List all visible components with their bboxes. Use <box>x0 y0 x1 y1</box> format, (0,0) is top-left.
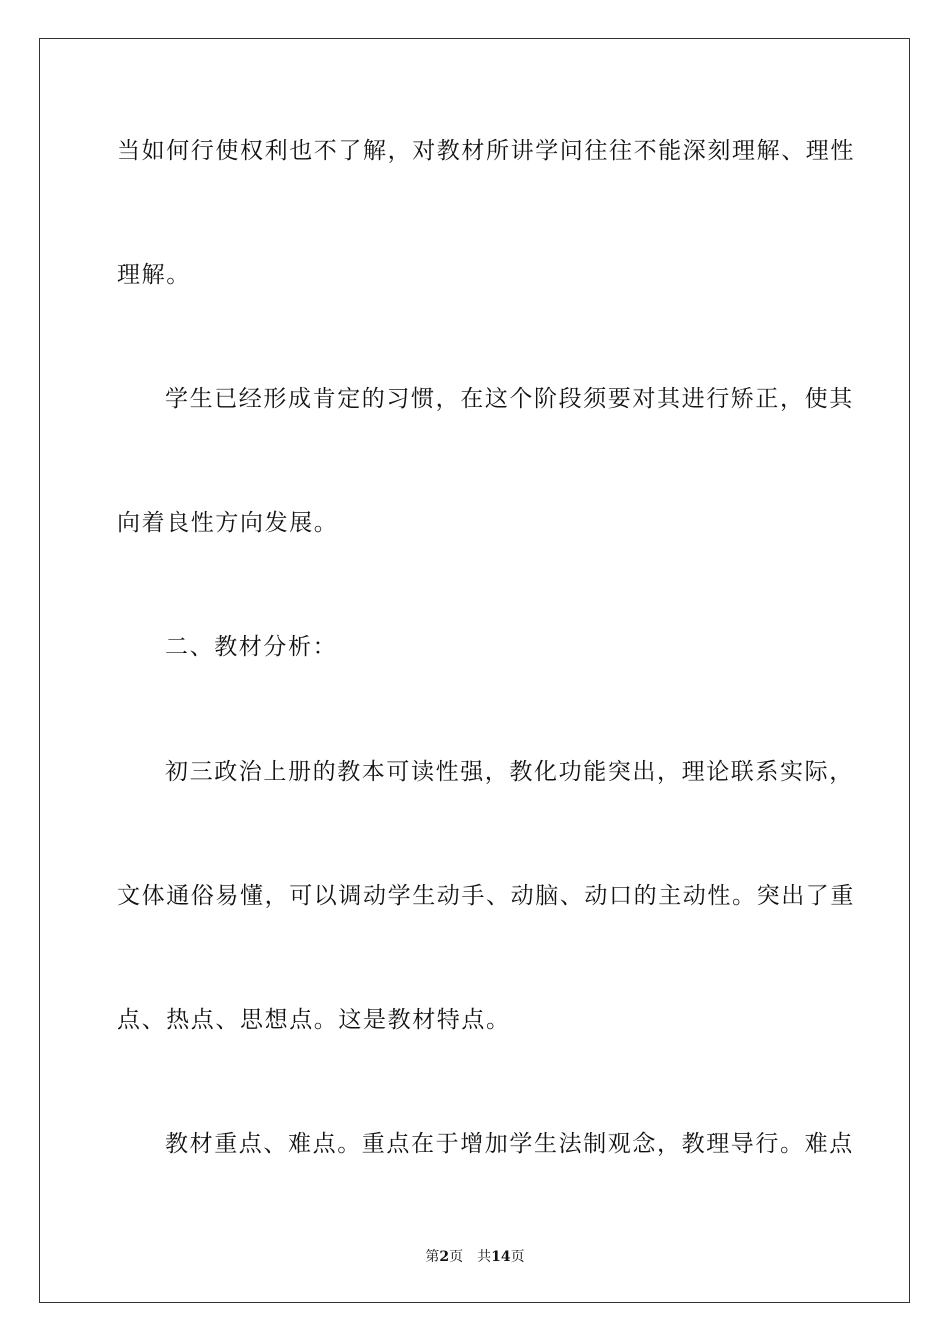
body-text-line: 学生已经形成肯定的习惯，在这个阶段须要对其进行矫正，使其 <box>165 386 854 412</box>
page-number: 2 <box>439 1249 450 1265</box>
page-suffix: 页 <box>449 1249 464 1265</box>
total-pages: 14 <box>491 1249 511 1265</box>
body-text-line: 向着良性方向发展。 <box>117 510 339 536</box>
body-text-line: 理解。 <box>117 262 191 288</box>
page-prefix: 第 <box>425 1249 440 1265</box>
page-footer <box>0 1247 950 1267</box>
body-text-line: 文体通俗易懂，可以调动学生动手、动脑、动口的主动性。突出了重 <box>117 883 855 909</box>
total-prefix: 共 <box>477 1249 492 1265</box>
total-suffix: 页 <box>510 1249 525 1265</box>
body-text-line: 教材重点、难点。重点在于增加学生法制观念，教理导行。难点 <box>165 1131 854 1157</box>
page-border <box>39 38 910 1303</box>
section-heading: 二、教材分析： <box>165 634 338 660</box>
body-text-line: 点、热点、思想点。这是教材特点。 <box>117 1007 511 1033</box>
body-text-line: 当如何行使权利也不了解，对教材所讲学问往往不能深刻理解、理性 <box>117 138 855 164</box>
body-text-line: 初三政治上册的教本可读性强，教化功能突出，理论联系实际， <box>165 759 854 785</box>
